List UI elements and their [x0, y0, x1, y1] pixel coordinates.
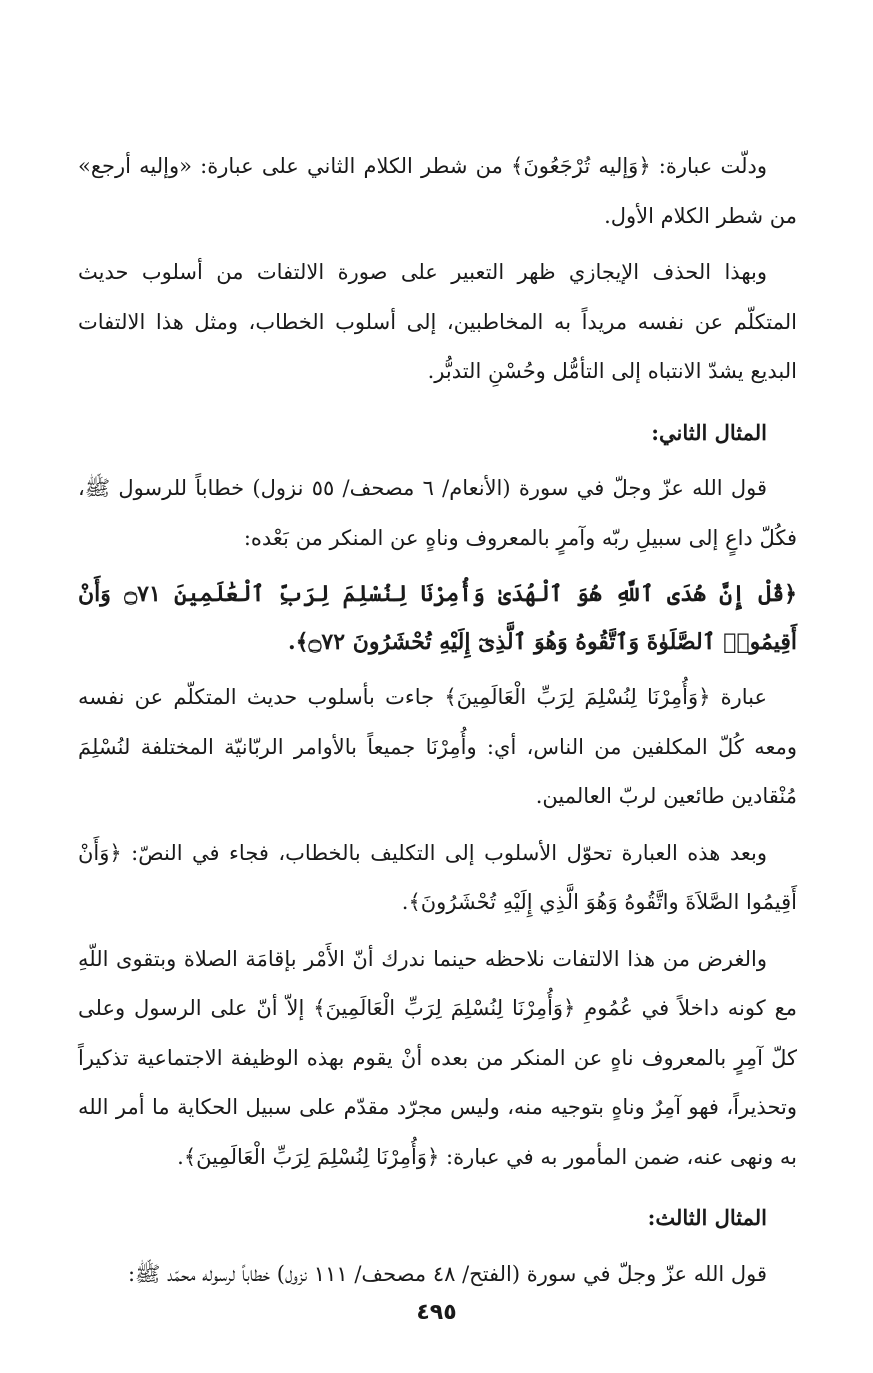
paragraph: قول الله عزّ وجلّ في سورة (الفتح/ ٤٨ مصحف/ ١١١ نزول) خطاباً لرسوله محمّد ﷺ: — [127, 1261, 767, 1286]
page-number: ٤٩٥ — [416, 1300, 457, 1325]
quran-verse: ﴿قُلْ إِنَّ هُدَى ٱللَّهِ هُوَ ٱلْهُدَىٰ وَأُمِرْنَا لِنُسْلِمَ لِرَبِّ ٱلْعَٰلَمِينَ ۝٧١ وَأَنْ أَقِيمُوا۟ ٱلصَّلَوٰةَ وَٱتَّقُوهُ وَهُوَ ٱلَّذِىٓ إِلَيْهِ تُحْشَرُونَ ۝٧٢﴾. — [78, 581, 797, 655]
paragraph: وبعد هذه العبارة تحوّل الأسلوب إلى التكليف بالخطاب، فجاء في النصّ: ﴿وَأَنْ أَقِيمُوا الصَّلاَةَ واتَّقُوهُ وَهُوَ الَّذِي إِلَيْهِ تُحْشَرُونَ﴾. — [78, 840, 797, 914]
paragraph: عبارة ﴿وَأُمِرْنَا لِنُسْلِمَ لِرَبِّ الْعَالَمِينَ﴾ جاءت بأسلوب حديث المتكلّم عن نفسه ومعه كُلّ المكلفين من الناس، أي: وأُمِرْنَا جميعاً بالأوامر الربّانيّة المختلفة لنُسْلِمَ مُنْقادين طائعين لربّ العالمين. — [78, 685, 797, 808]
paragraph: والغرض من هذا الالتفات نلاحظه حينما ندرك أنّ الأَمْر بإقامَة الصلاة وبتقوى اللّهِ مع كونه داخلاً في عُمُومِ ﴿وَأُمِرْنَا لِنُسْلِمَ لِرَبِّ الْعَالَمِينَ﴾ إلاّ أنّ على الرسول وعلى كلّ آمِرٍ بالمعروف ناهٍ عن المنكر من بعده أنْ يقوم بهذه الوظيفة الاجتماعية تذكيراً وتحذيراً، فهو آمِرٌ وناهٍ بتوجيه منه، وليس مجرّد مقدّم على سبيل الحكاية ما أمر الله به ونهى عنه، ضمن المأمور به في عبارة: ﴿وَأُمِرْنَا لِنُسْلِمَ لِرَبِّ الْعَالَمِينَ﴾. — [78, 946, 797, 1169]
paragraph: وبهذا الحذف الإيجازي ظهر التعبير على صورة الالتفات من أسلوب حديث المتكلّم عن نفسه مريداً به المخاطبين، إلى أسلوب الخطاب، ومثل هذا الالتفات البديع يشدّ الانتباه إلى التأمُّل وحُسْنِ التدبُّر. — [78, 260, 797, 383]
paragraph: قول الله عزّ وجلّ في سورة (الأنعام/ ٦ مصحف/ ٥٥ نزول) خطاباً للرسول ﷺ، فكُلّ داعٍ إلى سبيلِ ربّه وآمرٍ بالمعروف وناهٍ عن المنكر من بَعْده: — [78, 476, 797, 550]
section-heading: المثال الثالث: — [647, 1205, 767, 1230]
paragraph: ودلّت عبارة: ﴿وَإليه تُرْجَعُونَ﴾ من شطر الكلام الثاني على عبارة: «وإليه أرجع» من شطر الكلام الأول. — [78, 154, 797, 228]
section-heading: المثال الثاني: — [651, 419, 767, 445]
body-text — [78, 142, 797, 1306]
